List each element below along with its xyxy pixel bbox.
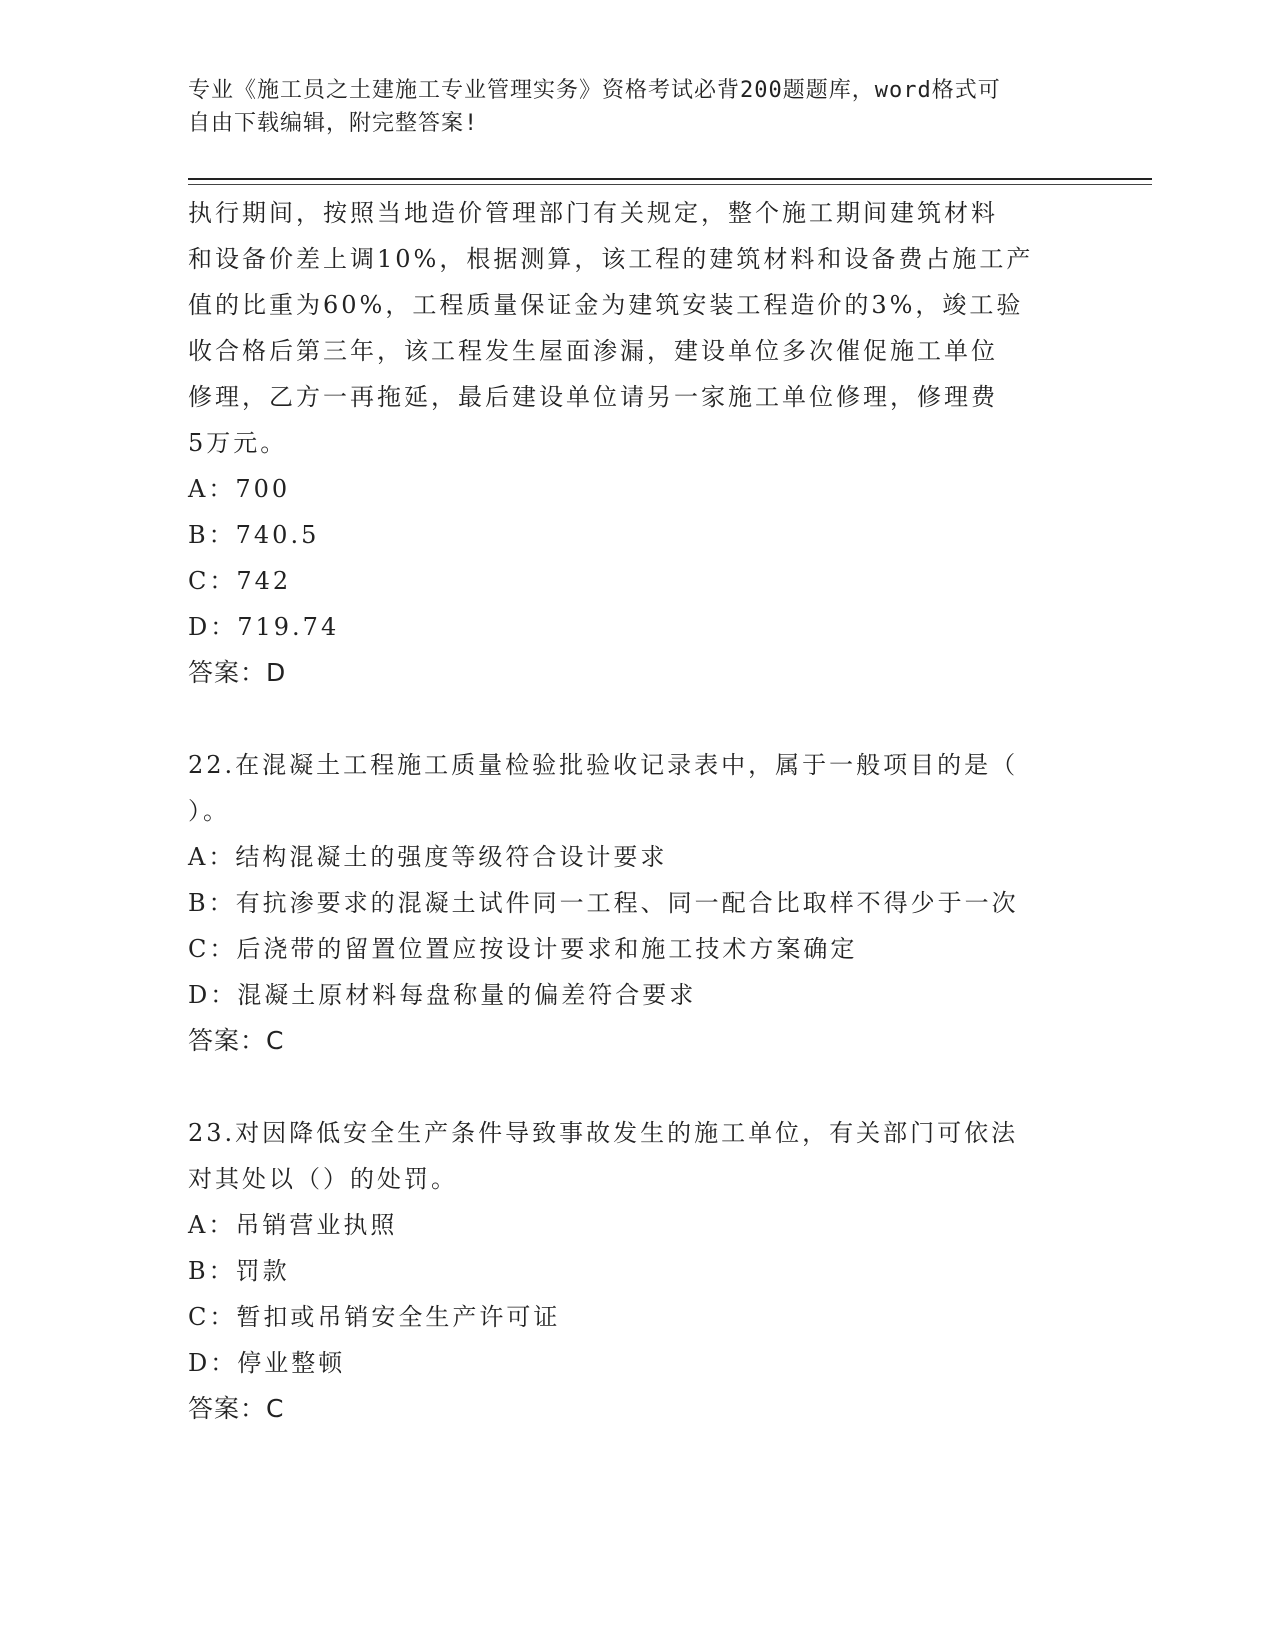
- question-text-line: 值的比重为60%，工程质量保证金为建筑安装工程造价的3%，竣工验: [188, 291, 1024, 319]
- question-23: [188, 1110, 1088, 1432]
- spacer: [188, 696, 1088, 742]
- question-text-line: 收合格后第三年，该工程发生屋面渗漏，建设单位多次催促施工单位: [188, 337, 998, 365]
- question-22: [188, 742, 1088, 1064]
- answer: 答案：D: [188, 658, 287, 687]
- header-rule-thick: [188, 178, 1152, 180]
- question-text-line: 执行期间，按照当地造价管理部门有关规定，整个施工期间建筑材料: [188, 199, 998, 227]
- option-d: D：停业整顿: [188, 1349, 346, 1377]
- document-header: [188, 74, 1088, 140]
- option-c: C：742: [188, 567, 292, 595]
- option-c: C：后浇带的留置位置应按设计要求和施工技术方案确定: [188, 935, 858, 963]
- question-21: [188, 190, 1088, 696]
- option-a: A：结构混凝土的强度等级符合设计要求: [188, 843, 668, 871]
- question-text-line: 和设备价差上调10%，根据测算，该工程的建筑材料和设备费占施工产: [188, 245, 1034, 273]
- option-a: A：吊销营业执照: [188, 1211, 398, 1239]
- answer: 答案：C: [188, 1026, 285, 1055]
- header-rule-thin: [188, 184, 1152, 185]
- question-text-line: 23.对因降低安全生产条件导致事故发生的施工单位，有关部门可依法: [188, 1119, 1019, 1147]
- document-body: [188, 190, 1088, 1432]
- option-d: D：719.74: [188, 613, 340, 641]
- option-b: B：罚款: [188, 1257, 290, 1285]
- answer: 答案：C: [188, 1394, 285, 1423]
- question-text-line: ）。: [188, 797, 230, 825]
- header-title-line1: 专业《施工员之土建施工专业管理实务》资格考试必背200题题库，word格式可: [188, 78, 1001, 103]
- question-text-line: 22.在混凝土工程施工质量检验批验收记录表中，属于一般项目的是（: [188, 751, 1019, 779]
- option-b: B：有抗渗要求的混凝土试件同一工程、同一配合比取样不得少于一次: [188, 889, 1019, 917]
- option-b: B：740.5: [188, 521, 320, 549]
- spacer: [188, 1064, 1088, 1110]
- option-d: D：混凝土原材料每盘称量的偏差符合要求: [188, 981, 697, 1009]
- option-c: C：暂扣或吊销安全生产许可证: [188, 1303, 561, 1331]
- question-text-line: 5万元。: [188, 429, 288, 457]
- question-text-line: 对其处以（）的处罚。: [188, 1165, 458, 1193]
- option-a: A：700: [188, 475, 291, 503]
- question-text-line: 修理，乙方一再拖延，最后建设单位请另一家施工单位修理，修理费: [188, 383, 998, 411]
- header-title-line2: 自由下载编辑，附完整答案!: [188, 111, 479, 136]
